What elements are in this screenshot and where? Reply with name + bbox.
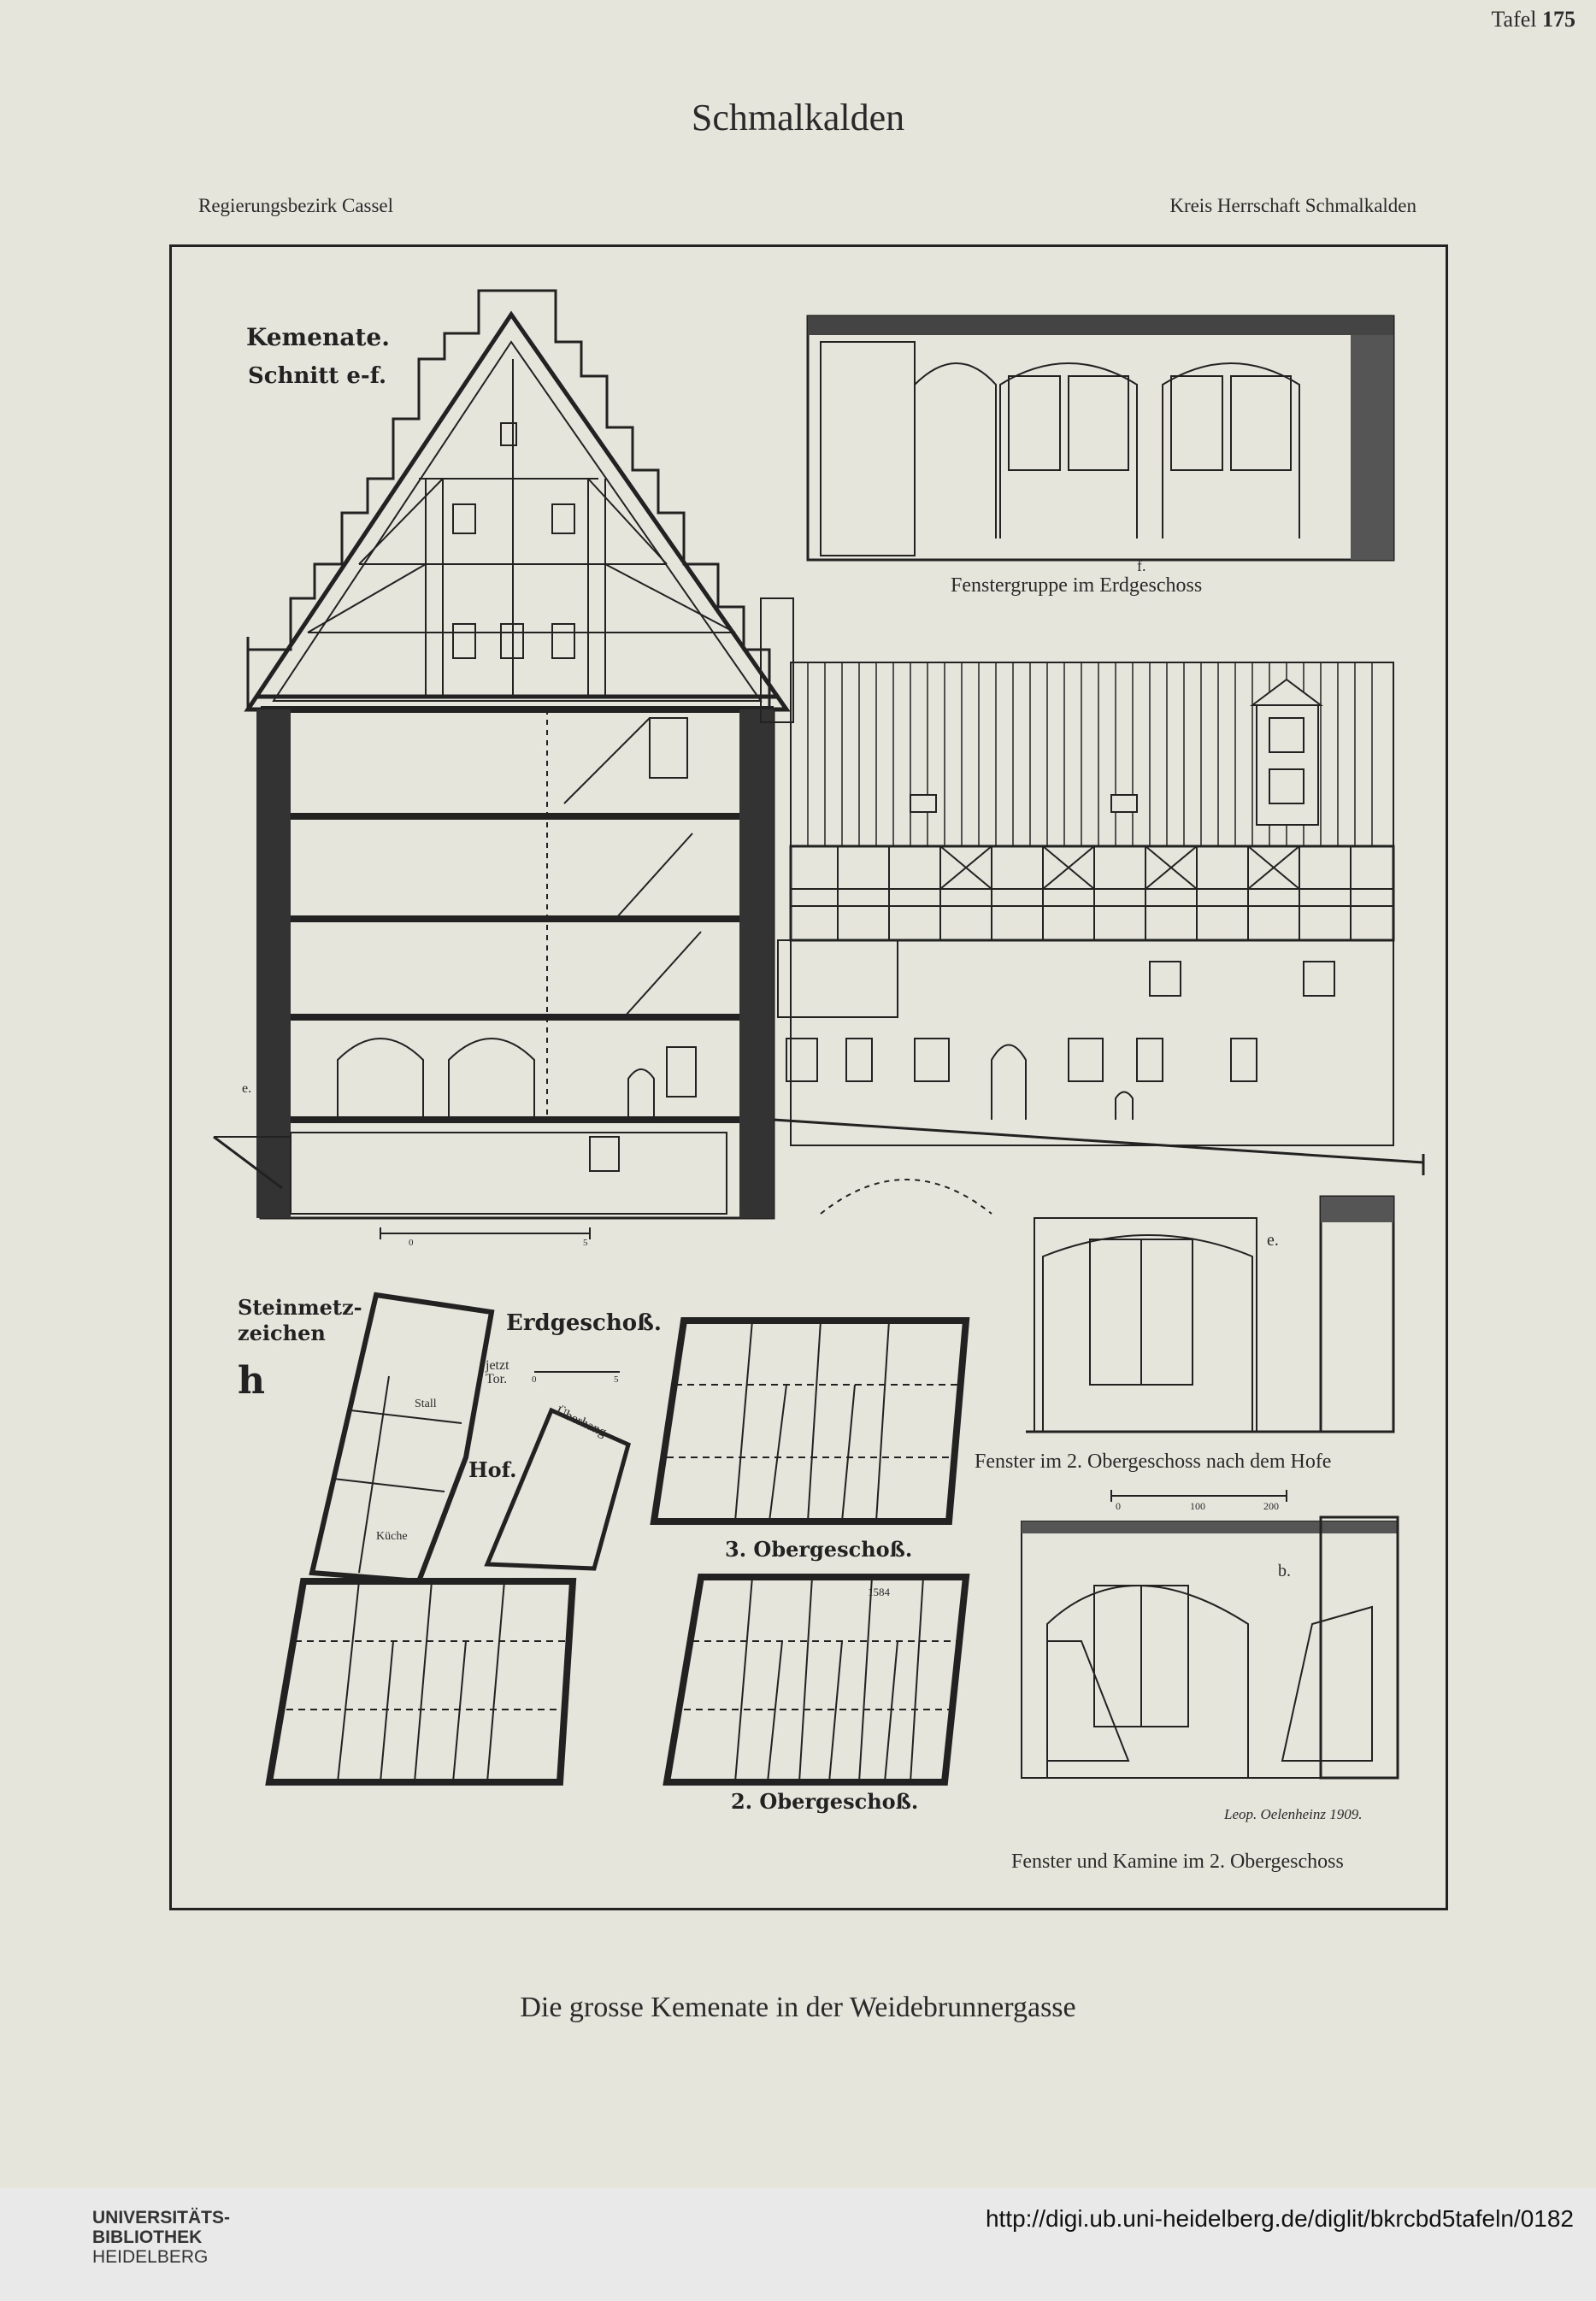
page-title: Schmalkalden	[691, 97, 905, 138]
marker-e: e.	[1267, 1231, 1279, 1250]
source-url-link[interactable]: http://digi.ub.uni-heidelberg.de/diglit/bkrcbd5tafeln/0182	[985, 2205, 1574, 2232]
ground-floor-plan	[269, 1295, 628, 1782]
scale-small-start: 0	[532, 1374, 537, 1385]
library-name-line1: UNIVERSITÄTS-	[92, 2208, 231, 2227]
mason-marks-label: Steinmetz-zeichen	[238, 1295, 362, 1345]
plate-number: 175	[1542, 7, 1575, 32]
library-name	[92, 2208, 230, 2267]
year-label: 1584	[868, 1586, 890, 1598]
third-floor-plan	[654, 1321, 966, 1521]
gate-label: jetzt Tor.	[486, 1358, 509, 1386]
window-courtyard-drawing	[1026, 1197, 1393, 1432]
library-name-line3: HEIDELBERG	[92, 2247, 209, 2267]
section-subtitle: Schnitt e-f.	[248, 363, 387, 389]
section-marker-e: e.	[242, 1081, 252, 1096]
second-floor-label: 2. Obergeschoß.	[731, 1789, 919, 1814]
kitchen-label: Küche	[376, 1530, 408, 1543]
scale-large-start: 0	[1116, 1500, 1121, 1512]
section-drawing	[214, 291, 793, 1218]
window-courtyard-caption: Fenster im 2. Obergeschoss nach dem Hofe	[975, 1451, 1332, 1473]
artist-signature: Leop. Oelenheinz 1909.	[1224, 1806, 1363, 1822]
plate-label: Tafel	[1491, 7, 1537, 32]
ground-floor-label: Erdgeschoß.	[506, 1310, 662, 1336]
mason-mark-icon: h	[238, 1359, 265, 1403]
library-name-line2: BIBLIOTHEK	[92, 2227, 203, 2247]
scale-large-end: 200	[1263, 1500, 1279, 1512]
third-floor-label: 3. Obergeschoß.	[725, 1537, 913, 1562]
region-subtitle: Regierungsbezirk Cassel	[198, 195, 394, 216]
elevation-drawing	[774, 662, 1423, 1214]
section-scale-end: 5	[583, 1238, 588, 1248]
window-group-drawing	[808, 316, 1393, 560]
section-title: Kemenate.	[246, 323, 390, 351]
marker-f: f.	[1137, 557, 1146, 574]
scale-small-end: 5	[614, 1374, 619, 1385]
overhang-label: Überhang	[553, 1404, 609, 1440]
second-floor-plan	[667, 1577, 966, 1782]
plate-caption: Die grosse Kemenate in der Weidebrunnergasse	[520, 1992, 1076, 2023]
window-fireplace-drawing	[1022, 1517, 1398, 1778]
window-group-caption: Fenstergruppe im Erdgeschoss	[951, 574, 1203, 597]
stable-label: Stall	[415, 1398, 437, 1410]
scale-large-mid: 100	[1190, 1500, 1205, 1512]
section-scale-start: 0	[409, 1238, 414, 1248]
window-fireplace-caption: Fenster und Kamine im 2. Obergeschoss	[1011, 1851, 1344, 1873]
marker-b: b.	[1278, 1562, 1291, 1580]
courtyard-label: Hof.	[468, 1457, 517, 1482]
district-subtitle: Kreis Herrschaft Schmalkalden	[1169, 195, 1416, 216]
